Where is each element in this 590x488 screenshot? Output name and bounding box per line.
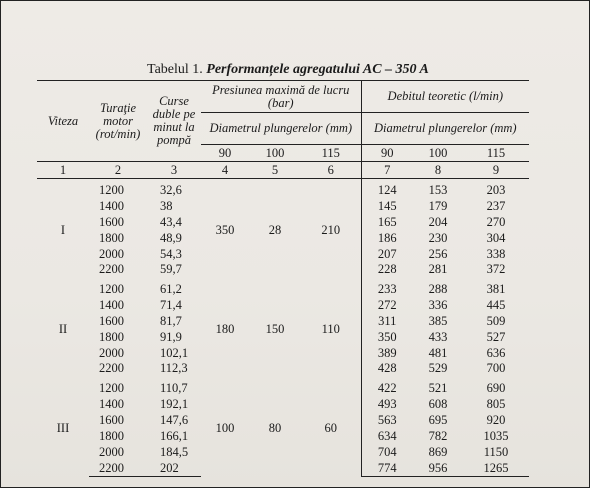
col-number: 9 <box>463 162 529 179</box>
col-number: 1 <box>37 162 89 179</box>
presiune-cell: 180 <box>215 321 235 336</box>
header-turatie: Turaţie motor (rot/min) <box>89 81 147 162</box>
table-caption <box>147 62 429 78</box>
curse-cell: 112,3 <box>160 361 188 376</box>
debit-cell: 124 <box>361 183 413 199</box>
curse-cell: 147,6 <box>160 413 189 428</box>
diam-p-90: 90 <box>218 145 232 160</box>
turatie-cell: 2000 <box>99 444 124 459</box>
curse-cell: 32,6 <box>160 183 182 198</box>
debit-cell: 288 <box>428 282 448 297</box>
debit-cell: 636 <box>486 345 506 360</box>
debit-cell: 527 <box>486 329 506 344</box>
performance-table-container <box>37 80 529 477</box>
column-number-row <box>37 162 529 179</box>
presiune-cell: 150 <box>265 321 285 336</box>
debit-cell: 304 <box>486 230 506 245</box>
debit-cell: 782 <box>428 428 448 443</box>
curse-cell: 184,5 <box>160 444 189 459</box>
debit-cell: 521 <box>428 381 448 396</box>
col-number: 7 <box>361 162 413 179</box>
performance-table <box>37 80 529 477</box>
debit-cell: 272 <box>361 298 413 314</box>
debit-cell: 428 <box>361 361 413 377</box>
debit-cell: 445 <box>486 298 506 313</box>
col-number: 4 <box>201 162 249 179</box>
debit-cell: 204 <box>428 215 448 230</box>
turatie-cell: 2000 <box>99 345 124 360</box>
curse-cell: 38 <box>160 199 173 214</box>
debit-cell: 203 <box>486 183 506 198</box>
debit-cell: 207 <box>361 246 413 262</box>
debit-cell: 481 <box>428 345 448 360</box>
col-number: 3 <box>147 162 201 179</box>
turatie-cell: 1600 <box>99 215 124 230</box>
debit-cell: 509 <box>486 314 506 329</box>
col-number: 2 <box>89 162 147 179</box>
table-body <box>37 162 529 477</box>
debit-cell: 381 <box>486 282 506 297</box>
debit-cell: 805 <box>486 397 506 412</box>
curse-cell: 81,7 <box>160 314 182 329</box>
turatie-cell: 1600 <box>99 314 124 329</box>
table-row <box>37 183 529 199</box>
debit-cell: 956 <box>413 460 463 476</box>
turatie-cell: 1200 <box>99 282 124 297</box>
diam-p-100: 100 <box>265 145 285 160</box>
table-row <box>37 282 529 298</box>
turatie-cell: 1800 <box>99 329 124 344</box>
presiune-cell: 80 <box>268 421 282 436</box>
presiune-cell: 100 <box>215 421 235 436</box>
debit-cell: 237 <box>486 199 506 214</box>
curse-cell: 91,9 <box>160 329 182 344</box>
header-diametru-presiune: Diametrul plungerelor (mm) <box>201 113 361 145</box>
turatie-cell: 2200 <box>89 460 147 476</box>
debit-cell: 700 <box>486 361 506 376</box>
debit-cell: 165 <box>361 215 413 231</box>
diam-d-100: 100 <box>428 145 448 160</box>
debit-cell: 1265 <box>463 460 529 476</box>
caption-prefix: Tabelul 1. <box>147 62 203 77</box>
turatie-cell: 1800 <box>99 428 124 443</box>
header-curse: Curse duble pe minut la pompă <box>147 81 201 162</box>
debit-cell: 385 <box>428 314 448 329</box>
debit-cell: 145 <box>361 199 413 215</box>
debit-cell: 228 <box>361 262 413 278</box>
turatie-cell: 1800 <box>99 230 124 245</box>
curse-cell: 102,1 <box>160 345 189 360</box>
debit-cell: 230 <box>428 230 448 245</box>
viteza-cell: I <box>60 222 66 237</box>
presiune-cell: 350 <box>215 222 235 237</box>
table-row <box>37 381 529 397</box>
debit-cell: 774 <box>361 460 413 476</box>
debit-cell: 563 <box>361 413 413 429</box>
debit-cell: 493 <box>361 397 413 413</box>
debit-cell: 529 <box>428 361 448 376</box>
debit-cell: 153 <box>428 183 448 198</box>
debit-cell: 433 <box>428 329 448 344</box>
diam-d-90: 90 <box>361 145 413 162</box>
header-presiune: Presiunea maximă de lucru (bar) <box>201 81 361 113</box>
turatie-cell: 1200 <box>99 381 124 396</box>
curse-cell: 71,4 <box>160 298 182 313</box>
debit-cell: 338 <box>486 246 506 261</box>
curse-cell: 192,1 <box>160 397 189 412</box>
debit-cell: 869 <box>428 444 448 459</box>
col-number: 5 <box>249 162 301 179</box>
debit-cell: 422 <box>361 381 413 397</box>
debit-cell: 281 <box>428 262 448 277</box>
debit-cell: 920 <box>486 413 506 428</box>
turatie-cell: 2200 <box>99 262 124 277</box>
debit-cell: 186 <box>361 230 413 246</box>
debit-cell: 372 <box>486 262 506 277</box>
debit-cell: 389 <box>361 345 413 361</box>
viteza-cell: II <box>58 321 68 336</box>
curse-cell: 54,3 <box>160 246 182 261</box>
curse-cell: 59,7 <box>160 262 182 277</box>
debit-cell: 179 <box>428 199 448 214</box>
turatie-cell: 1400 <box>99 397 124 412</box>
turatie-cell: 2200 <box>99 361 124 376</box>
turatie-cell: 1400 <box>99 298 124 313</box>
diam-d-115: 115 <box>486 145 506 160</box>
debit-cell: 336 <box>428 298 448 313</box>
debit-cell: 704 <box>361 444 413 460</box>
presiune-cell: 210 <box>321 222 341 237</box>
caption-title: Performanțele agregatului AC – 350 A <box>206 62 429 77</box>
curse-cell: 166,1 <box>160 428 189 443</box>
turatie-cell: 1200 <box>99 183 124 198</box>
debit-cell: 233 <box>361 282 413 298</box>
debit-cell: 608 <box>428 397 448 412</box>
col-number: 6 <box>301 162 361 179</box>
presiune-cell: 60 <box>324 421 338 436</box>
turatie-cell: 1600 <box>99 413 124 428</box>
presiune-cell: 28 <box>268 222 282 237</box>
debit-cell: 695 <box>428 413 448 428</box>
turatie-cell: 2000 <box>99 246 124 261</box>
col-number: 8 <box>413 162 463 179</box>
header-diametru-debit: Diametrul plungerelor (mm) <box>361 113 529 145</box>
debit-cell: 311 <box>361 314 413 330</box>
header-viteza: Viteza <box>37 81 89 162</box>
curse-cell: 110,7 <box>160 381 188 396</box>
debit-cell: 1150 <box>483 444 509 459</box>
header-debit: Debitul teoretic (l/min) <box>361 81 529 113</box>
presiune-cell: 110 <box>321 321 340 336</box>
debit-cell: 350 <box>361 329 413 345</box>
debit-cell: 256 <box>428 246 448 261</box>
debit-cell: 690 <box>486 381 506 396</box>
curse-cell: 202 <box>147 460 201 476</box>
curse-cell: 48,9 <box>160 230 182 245</box>
debit-cell: 1035 <box>483 428 509 443</box>
debit-cell: 270 <box>486 215 506 230</box>
diam-p-115: 115 <box>321 145 340 160</box>
curse-cell: 61,2 <box>160 282 182 297</box>
viteza-cell: III <box>56 421 70 436</box>
debit-cell: 634 <box>361 428 413 444</box>
curse-cell: 43,4 <box>160 215 182 230</box>
turatie-cell: 1400 <box>99 199 124 214</box>
